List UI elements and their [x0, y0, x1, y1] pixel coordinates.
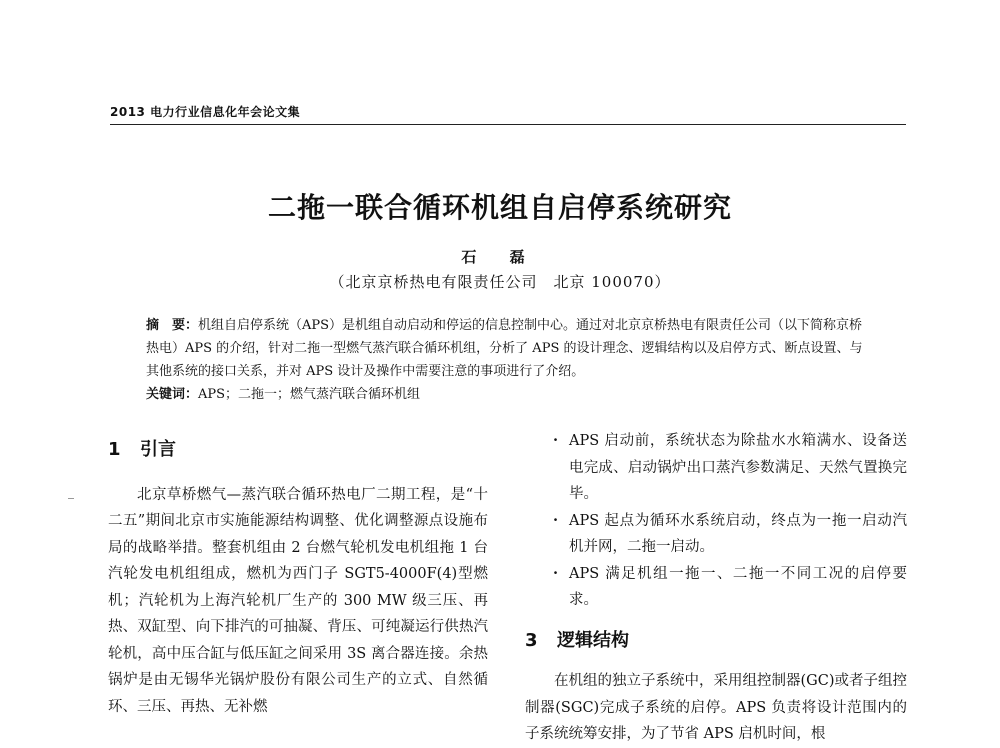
list-item: · APS 满足机组一拖一、二拖一不同工况的启停要求。	[525, 561, 907, 614]
keywords-label: 关键词：	[146, 387, 199, 402]
keywords-paragraph	[146, 383, 866, 406]
list-item: · APS 启动前，系统状态为除盐水水箱满水、设备送电完成、启动锅炉出口蒸汽参数满足、天然气置换完毕。	[525, 428, 907, 508]
section-3-paragraph: 在机组的独立子系统中，采用组控制器(GC)或者子组控制器(SGC)完成子系统的启停。APS 负责将设计范围内的子系统统筹安排，为了节省 APS 启机时间，根	[525, 673, 907, 742]
section-3-title: 逻辑结构	[557, 629, 629, 651]
section-3-number: 3	[525, 629, 538, 651]
section-1-title: 引言	[140, 439, 176, 460]
section-1-heading	[108, 437, 488, 464]
abstract-paragraph	[146, 314, 866, 383]
running-head: 2013 电力行业信息化年会论文集	[110, 105, 301, 119]
author-name: 石 磊	[461, 248, 539, 266]
header-rule	[110, 124, 906, 125]
paper-title: 二拖一联合循环机组自启停系统研究	[267, 191, 732, 224]
section-1-number: 1	[108, 439, 121, 460]
section-3-heading	[525, 628, 907, 655]
right-column	[525, 428, 907, 748]
left-column	[108, 437, 488, 720]
list-item: · APS 起点为循环水系统启动，终点为一拖一启动汽机并网，二拖一启动。	[525, 508, 907, 561]
abstract-block	[146, 314, 866, 406]
keywords-text: APS；二拖一；燃气蒸汽联合循环机组	[198, 387, 421, 402]
margin-mark	[68, 498, 74, 499]
aps-bullet-list	[525, 428, 907, 614]
abstract-text: 机组自启停系统（APS）是机组自动启动和停运的信息控制中心。通过对北京京桥热电有限责任公司（以下简称京桥热电）APS 的介绍，针对二拖一型燃气蒸汽联合循环机组，分析了 APS 的设计理念、逻辑结构以及启停方式、断点设置、与其他系统的接口关系，并对 APS 设计及操作中需要注意的事项进行了介绍。	[146, 318, 863, 379]
abstract-label: 摘 要：	[146, 318, 199, 333]
author-affiliation: （北京京桥热电有限责任公司 北京 100070）	[329, 273, 671, 291]
section-1-paragraph: 北京草桥燃气—蒸汽联合循环热电厂二期工程，是“十二五”期间北京市实施能源结构调整、优化调整源点设施布局的战略举措。整套机组由 2 台燃气轮机发电机组拖 1 台汽轮发电机组组成，燃机为西门子 SGT5-4000F(4)型燃机；汽轮机为上海汽轮机厂生产的 300 MW 级三压、再热、双缸型、向下排汽的可抽凝、背压、可纯凝运行供热汽轮机，高中压合缸与低压缸之间采用 3S 离合器连接。余热锅炉是由无锡华光锅炉股份有限公司生产的立式、自然循环、三压、再热、无补燃	[108, 486, 488, 715]
